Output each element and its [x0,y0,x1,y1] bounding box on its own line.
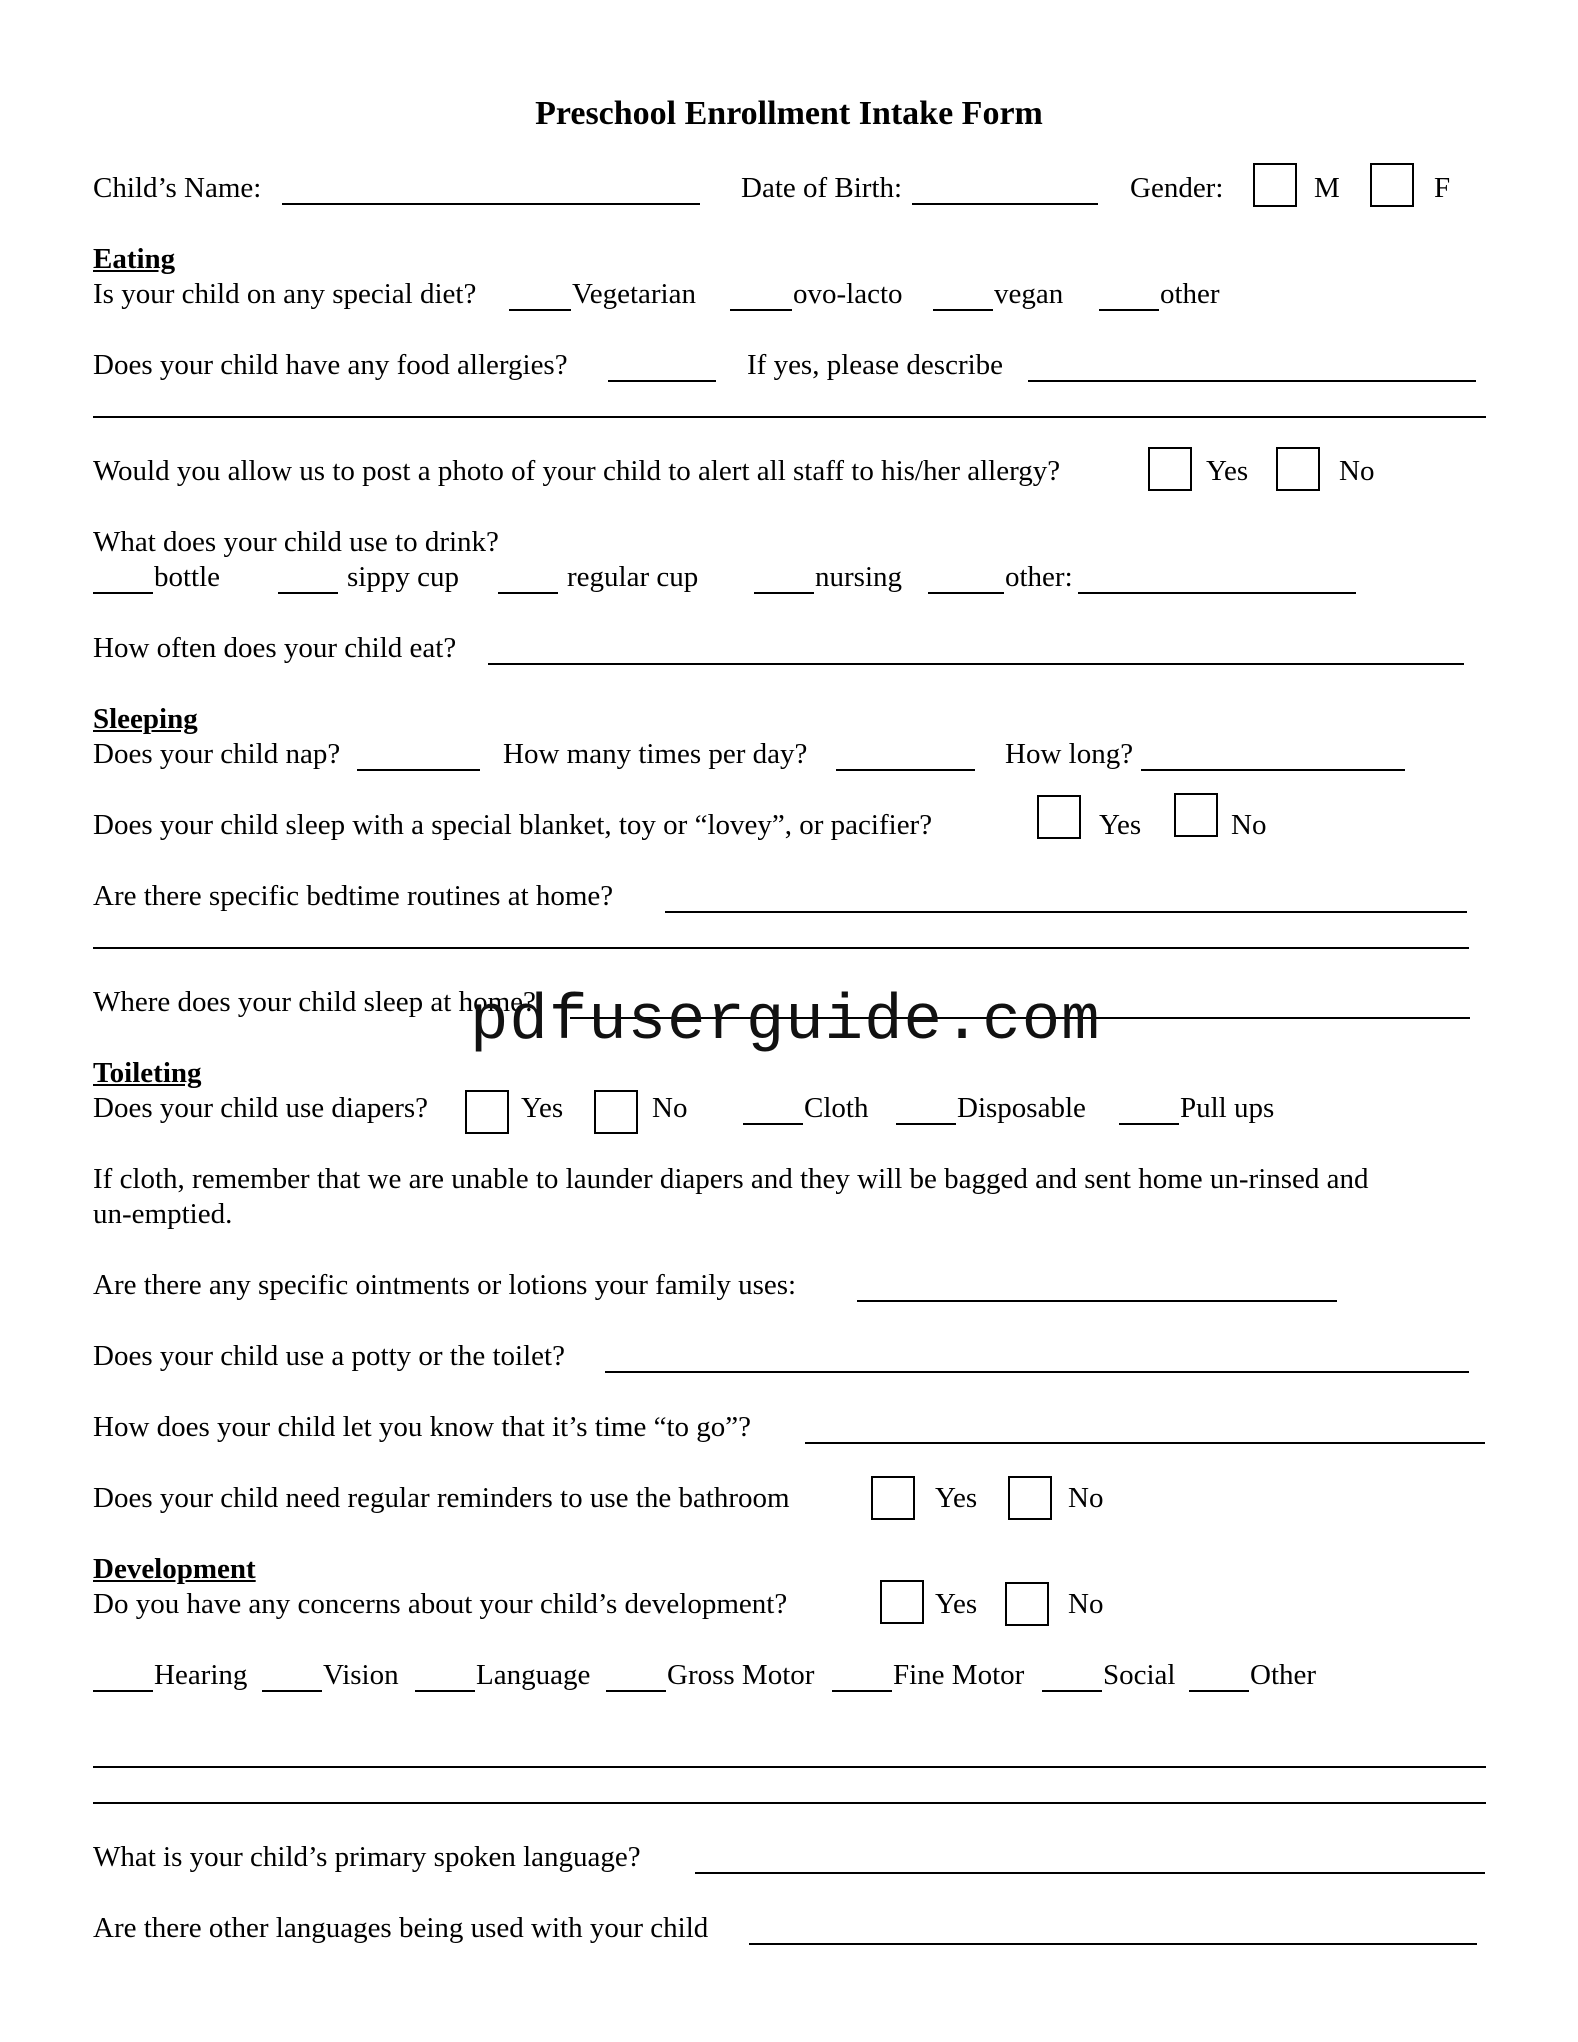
diapers-no-label: No [652,1092,688,1124]
development-notes-line2[interactable] [93,1802,1486,1804]
regular-cup-label: regular cup [567,561,699,593]
sippy-cup-label: sippy cup [347,561,459,593]
lovey-yes-checkbox[interactable] [1037,795,1081,839]
hearing-label: Hearing [154,1659,248,1691]
gender-f-checkbox[interactable] [1370,163,1414,207]
nursing-blank[interactable] [754,592,814,594]
bottle-blank[interactable] [93,592,153,594]
diapers-yes-label: Yes [521,1092,564,1124]
primary-language-field[interactable] [695,1872,1485,1874]
gross-motor-blank[interactable] [606,1690,666,1692]
reminders-no-label: No [1068,1482,1104,1514]
gross-motor-label: Gross Motor [667,1659,815,1691]
development-yes-label: Yes [935,1588,978,1620]
lovey-no-checkbox[interactable] [1174,793,1218,837]
vision-blank[interactable] [262,1690,322,1692]
potty-question: Does your child use a potty or the toilet? [93,1340,565,1372]
other-dev-label: Other [1250,1659,1317,1691]
reminders-question: Does your child need regular reminders to use the bathroom [93,1482,790,1514]
bedtime-routines-field[interactable] [665,911,1467,913]
lovey-question: Does your child sleep with a special blanket, toy or “lovey”, or pacifier? [93,809,933,841]
other-dev-blank[interactable] [1189,1690,1249,1692]
vegan-blank[interactable] [933,309,993,311]
regular-cup-blank[interactable] [498,592,558,594]
other-languages-question: Are there other languages being used with your child [93,1912,709,1944]
language-label: Language [476,1659,591,1691]
nursing-label: nursing [815,561,902,593]
times-per-day-field[interactable] [836,769,975,771]
diapers-question: Does your child use diapers? [93,1092,429,1124]
time-to-go-question: How does your child let you know that it’s time “to go”? [93,1411,752,1443]
lovey-yes-label: Yes [1099,809,1142,841]
development-heading: Development [93,1553,256,1585]
cloth-blank[interactable] [743,1123,803,1125]
development-concerns-question: Do you have any concerns about your child’s development? [93,1588,788,1620]
how-long-question: How long? [1005,738,1134,770]
diapers-yes-checkbox[interactable] [465,1090,509,1134]
allergy-photo-question: Would you allow us to post a photo of your child to alert all staff to his/her allergy? [93,455,1061,487]
pull-ups-label: Pull ups [1180,1092,1275,1124]
nap-field[interactable] [357,769,480,771]
disposable-label: Disposable [957,1092,1086,1124]
ointments-field[interactable] [857,1300,1337,1302]
allergy-photo-no-checkbox[interactable] [1276,447,1320,491]
special-diet-question: Is your child on any special diet? [93,278,477,310]
allergy-describe-field[interactable] [1028,380,1476,382]
potty-field[interactable] [605,1371,1469,1373]
cloth-note-line1: If cloth, remember that we are unable to launder diapers and they will be bagged and sent home un-rinsed and [93,1163,1369,1195]
disposable-blank[interactable] [896,1123,956,1125]
allergy-describe-field-line2[interactable] [93,416,1486,418]
where-sleep-question: Where does your child sleep at home? [93,986,536,1018]
development-no-label: No [1068,1588,1104,1620]
bedtime-routines-field-line2[interactable] [93,947,1469,949]
allergy-photo-yes-label: Yes [1206,455,1249,487]
reminders-no-checkbox[interactable] [1008,1476,1052,1520]
how-often-eat-field[interactable] [488,663,1464,665]
bottle-label: bottle [154,561,221,593]
pull-ups-blank[interactable] [1119,1123,1179,1125]
lovey-no-label: No [1231,809,1267,841]
allergy-photo-no-label: No [1339,455,1375,487]
diapers-no-checkbox[interactable] [594,1090,638,1134]
times-per-day-question: How many times per day? [503,738,808,770]
development-notes-line1[interactable] [93,1766,1486,1768]
reminders-yes-label: Yes [935,1482,978,1514]
food-allergies-question: Does your child have any food allergies? [93,349,568,381]
gender-label: Gender: [1130,172,1224,204]
language-blank[interactable] [415,1690,475,1692]
childs-name-label: Child’s Name: [93,172,262,204]
vegetarian-blank[interactable] [509,309,571,311]
social-blank[interactable] [1042,1690,1102,1692]
food-allergies-field[interactable] [608,380,716,382]
drink-other-field[interactable] [1078,592,1356,594]
gender-m-label: M [1314,172,1340,204]
dob-field[interactable] [912,203,1098,205]
sleeping-heading: Sleeping [93,703,198,735]
other-languages-field[interactable] [749,1943,1477,1945]
fine-motor-blank[interactable] [832,1690,892,1692]
drink-other-label: other: [1005,561,1073,593]
eating-heading: Eating [93,243,176,275]
vegan-label: vegan [994,278,1064,310]
ointments-question: Are there any specific ointments or lotions your family uses: [93,1269,797,1301]
childs-name-field[interactable] [282,203,700,205]
development-yes-checkbox[interactable] [880,1580,924,1624]
bedtime-routines-question: Are there specific bedtime routines at home? [93,880,614,912]
dob-label: Date of Birth: [741,172,903,204]
ovo-lacto-blank[interactable] [730,309,792,311]
time-to-go-field[interactable] [805,1442,1485,1444]
how-often-eat-question: How often does your child eat? [93,632,457,664]
allergy-photo-yes-checkbox[interactable] [1148,447,1192,491]
other-diet-blank[interactable] [1099,309,1159,311]
drink-other-blank[interactable] [928,592,1004,594]
allergy-describe-label: If yes, please describe [747,349,1004,381]
reminders-yes-checkbox[interactable] [871,1476,915,1520]
hearing-blank[interactable] [93,1690,153,1692]
drink-question: What does your child use to drink? [93,526,499,558]
gender-f-label: F [1434,172,1451,204]
gender-m-checkbox[interactable] [1253,163,1297,207]
vegetarian-label: Vegetarian [572,278,696,310]
page-title: Preschool Enrollment Intake Form [535,95,1043,132]
other-diet-label: other [1160,278,1220,310]
watermark: pdfuserguide.com [470,986,1101,1058]
primary-language-question: What is your child’s primary spoken language? [93,1841,641,1873]
fine-motor-label: Fine Motor [893,1659,1025,1691]
sippy-cup-blank[interactable] [278,592,338,594]
how-long-field[interactable] [1141,769,1405,771]
social-label: Social [1103,1659,1176,1691]
vision-label: Vision [323,1659,399,1691]
nap-question: Does your child nap? [93,738,341,770]
development-no-checkbox[interactable] [1005,1582,1049,1626]
toileting-heading: Toileting [93,1057,202,1089]
ovo-lacto-label: ovo-lacto [793,278,903,310]
cloth-note-line2: un-emptied. [93,1198,233,1230]
cloth-label: Cloth [804,1092,869,1124]
